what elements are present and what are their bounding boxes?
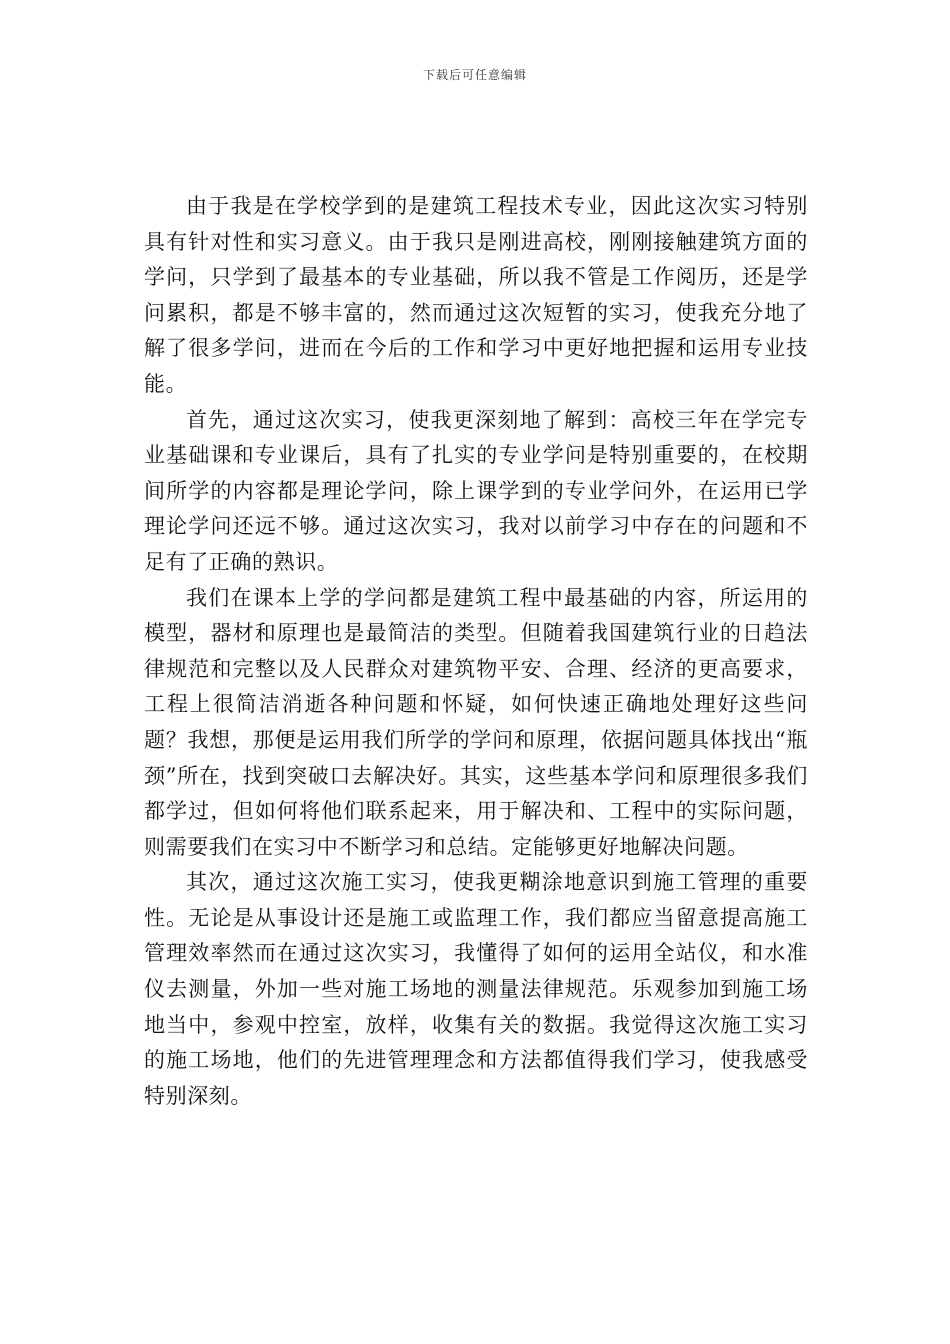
document-body xyxy=(144,189,808,1114)
paragraph-3: 我们在课本上学的学问都是建筑工程中最基础的内容，所运用的模型，器材和原理也是最简洁的类型。但随着我国建筑行业的日趋法律规范和完整以及人民群众对建筑物平安、合理、经济的更高要求，工程上很简洁消逝各种问题和怀疑，如何快速正确地处理好这些问题？我想，那便是运用我们所学的学问和原理，依据问题具体找出“瓶颈”所在，找到突破口去解决好。其实，这些基本学问和原理很多我们都学过，但如何将他们联系起来，用于解决和、工程中的实际问题，则需要我们在实习中不断学习和总结。定能够更好地解决问题。 xyxy=(144,585,808,859)
paragraph-1: 由于我是在学校学到的是建筑工程技术专业，因此这次实习特别具有针对性和实习意义。由于我只是刚进高校，刚刚接触建筑方面的学问，只学到了最基本的专业基础，所以我不管是工作阅历，还是学问累积，都是不够丰富的，然而通过这次短暂的实习，使我充分地了解了很多学问，进而在今后的工作和学习中更好地把握和运用专业技能。 xyxy=(144,194,808,396)
paragraph-2: 首先，通过这次实习，使我更深刻地了解到：高校三年在学完专业基础课和专业课后，具有了扎实的专业学问是特别重要的，在校期间所学的内容都是理论学问，除上课学到的专业学问外，在运用已学理论学问还远不够。通过这次实习，我对以前学习中存在的问题和不足有了正确的熟识。 xyxy=(144,407,808,574)
header-note: 下载后可任意编辑 xyxy=(422,68,527,82)
paragraph-4: 其次，通过这次施工实习，使我更糊涂地意识到施工管理的重要性。无论是从事设计还是施工或监理工作，我们都应当留意提高施工管理效率然而在通过这次实习，我懂得了如何的运用全站仪，和水准仪去测量，外加一些对施工场地的测量法律规范。乐观参加到施工场地当中，参观中控室，放样，收集有关的数据。我觉得这次施工实习的施工场地，他们的先进管理理念和方法都值得我们学习，使我感受特别深刻。 xyxy=(144,870,808,1108)
